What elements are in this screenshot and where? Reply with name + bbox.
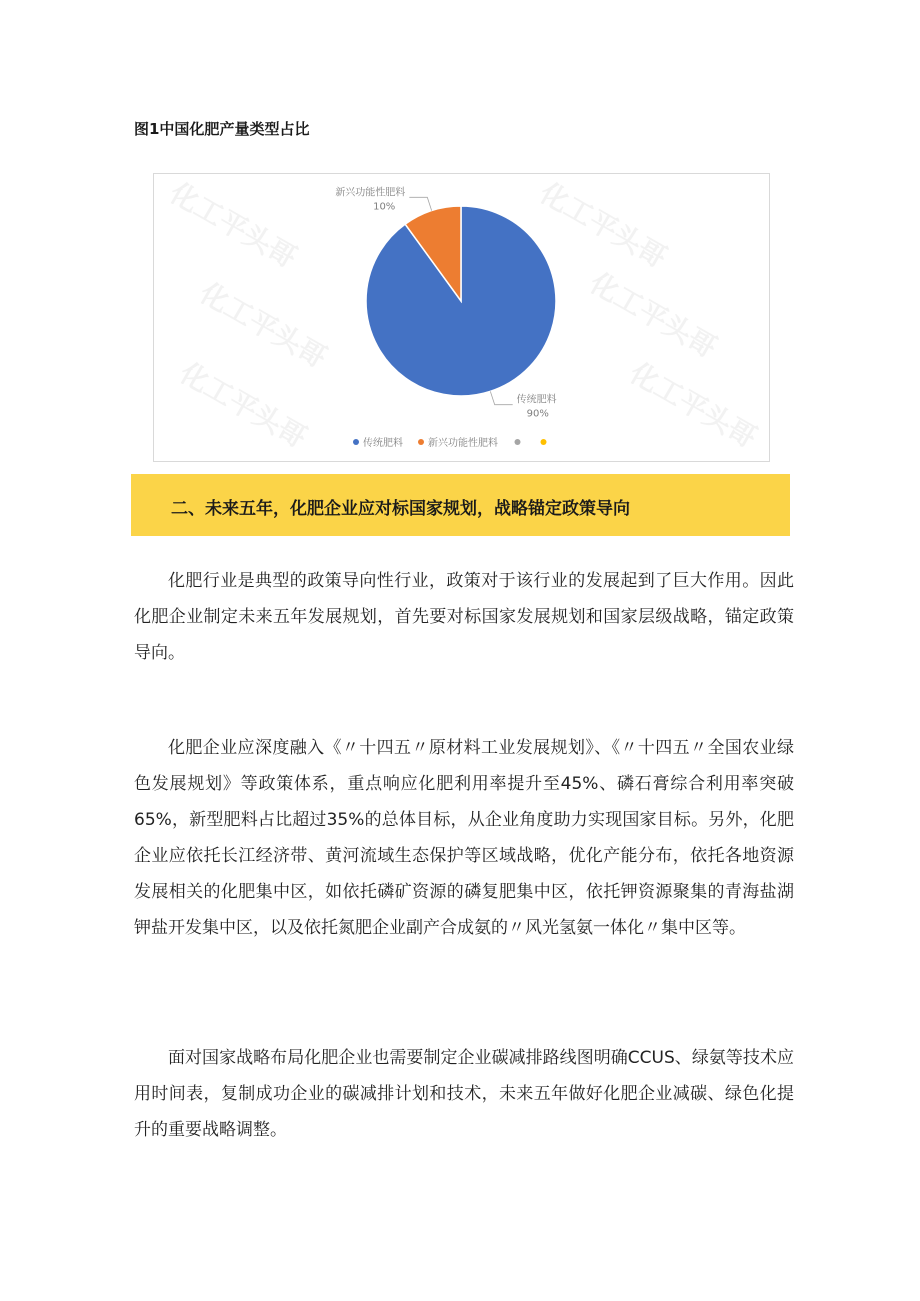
- slice-label-0: 传统肥料: [516, 394, 557, 406]
- watermark: 化工平头哥: [624, 356, 763, 455]
- legend-label-0: 传统肥料: [363, 438, 403, 449]
- watermark: 化工平头哥: [584, 266, 723, 365]
- figure-title: 图1中国化肥产量类型占比: [134, 120, 310, 138]
- paragraph-1: 化肥行业是典型的政策导向性行业，政策对于该行业的发展起到了巨大作用。因此化肥企业制定未来五年发展规划，首先要对标国家发展规划和国家层级战略，锚定政策导向。: [134, 571, 794, 663]
- legend-marker-1: [418, 439, 424, 445]
- paragraph-3: 面对国家战略布局化肥企业也需要制定企业碳减排路线图明确CCUS、绿氨等技术应用时间表，复制成功企业的碳减排计划和技术，未来五年做好化肥企业减碳、绿色化提升的重要战略调整。: [134, 1048, 794, 1140]
- watermark: 化工平头哥: [194, 276, 333, 375]
- watermark: 化工平头哥: [174, 356, 313, 455]
- legend-marker-3: [541, 439, 547, 445]
- slice-value-0: 90%: [526, 408, 549, 420]
- pie-chart: [153, 173, 770, 462]
- slice-value-1: 10%: [373, 201, 396, 213]
- legend-marker-0: [353, 439, 359, 445]
- watermark: 化工平头哥: [534, 176, 673, 275]
- section-heading: 二、未来五年，化肥企业应对标国家规划，战略锚定政策导向: [171, 499, 630, 519]
- legend-marker-2: [515, 439, 521, 445]
- section-banner: [131, 474, 790, 536]
- paragraph-2: 化肥企业应深度融入《〃十四五〃原材料工业发展规划》、《〃十四五〃全国农业绿色发展规划》等政策体系，重点响应化肥利用率提升至45%、磷石膏综合利用率突破65%，新型肥料占比超过35%的总体目标，从企业角度助力实现国家目标。另外，化肥企业应依托长江经济带、黄河流域生态保护等区域战略，优化产能分布，依托各地资源发展相关的化肥集中区，如依托磷矿资源的磷复肥集中区，依托钾资源聚集的青海盐湖钾盐开发集中区，以及依托氮肥企业副产合成氨的〃风光氢氨一体化〃集中区等。: [134, 738, 794, 938]
- leader-line-0: [490, 391, 512, 404]
- watermark: 化工平头哥: [164, 176, 303, 275]
- slice-label-1: 新兴功能性肥料: [335, 187, 406, 199]
- legend-label-1: 新兴功能性肥料: [428, 438, 498, 449]
- leader-line-1: [409, 197, 431, 210]
- pie-svg: [154, 174, 769, 461]
